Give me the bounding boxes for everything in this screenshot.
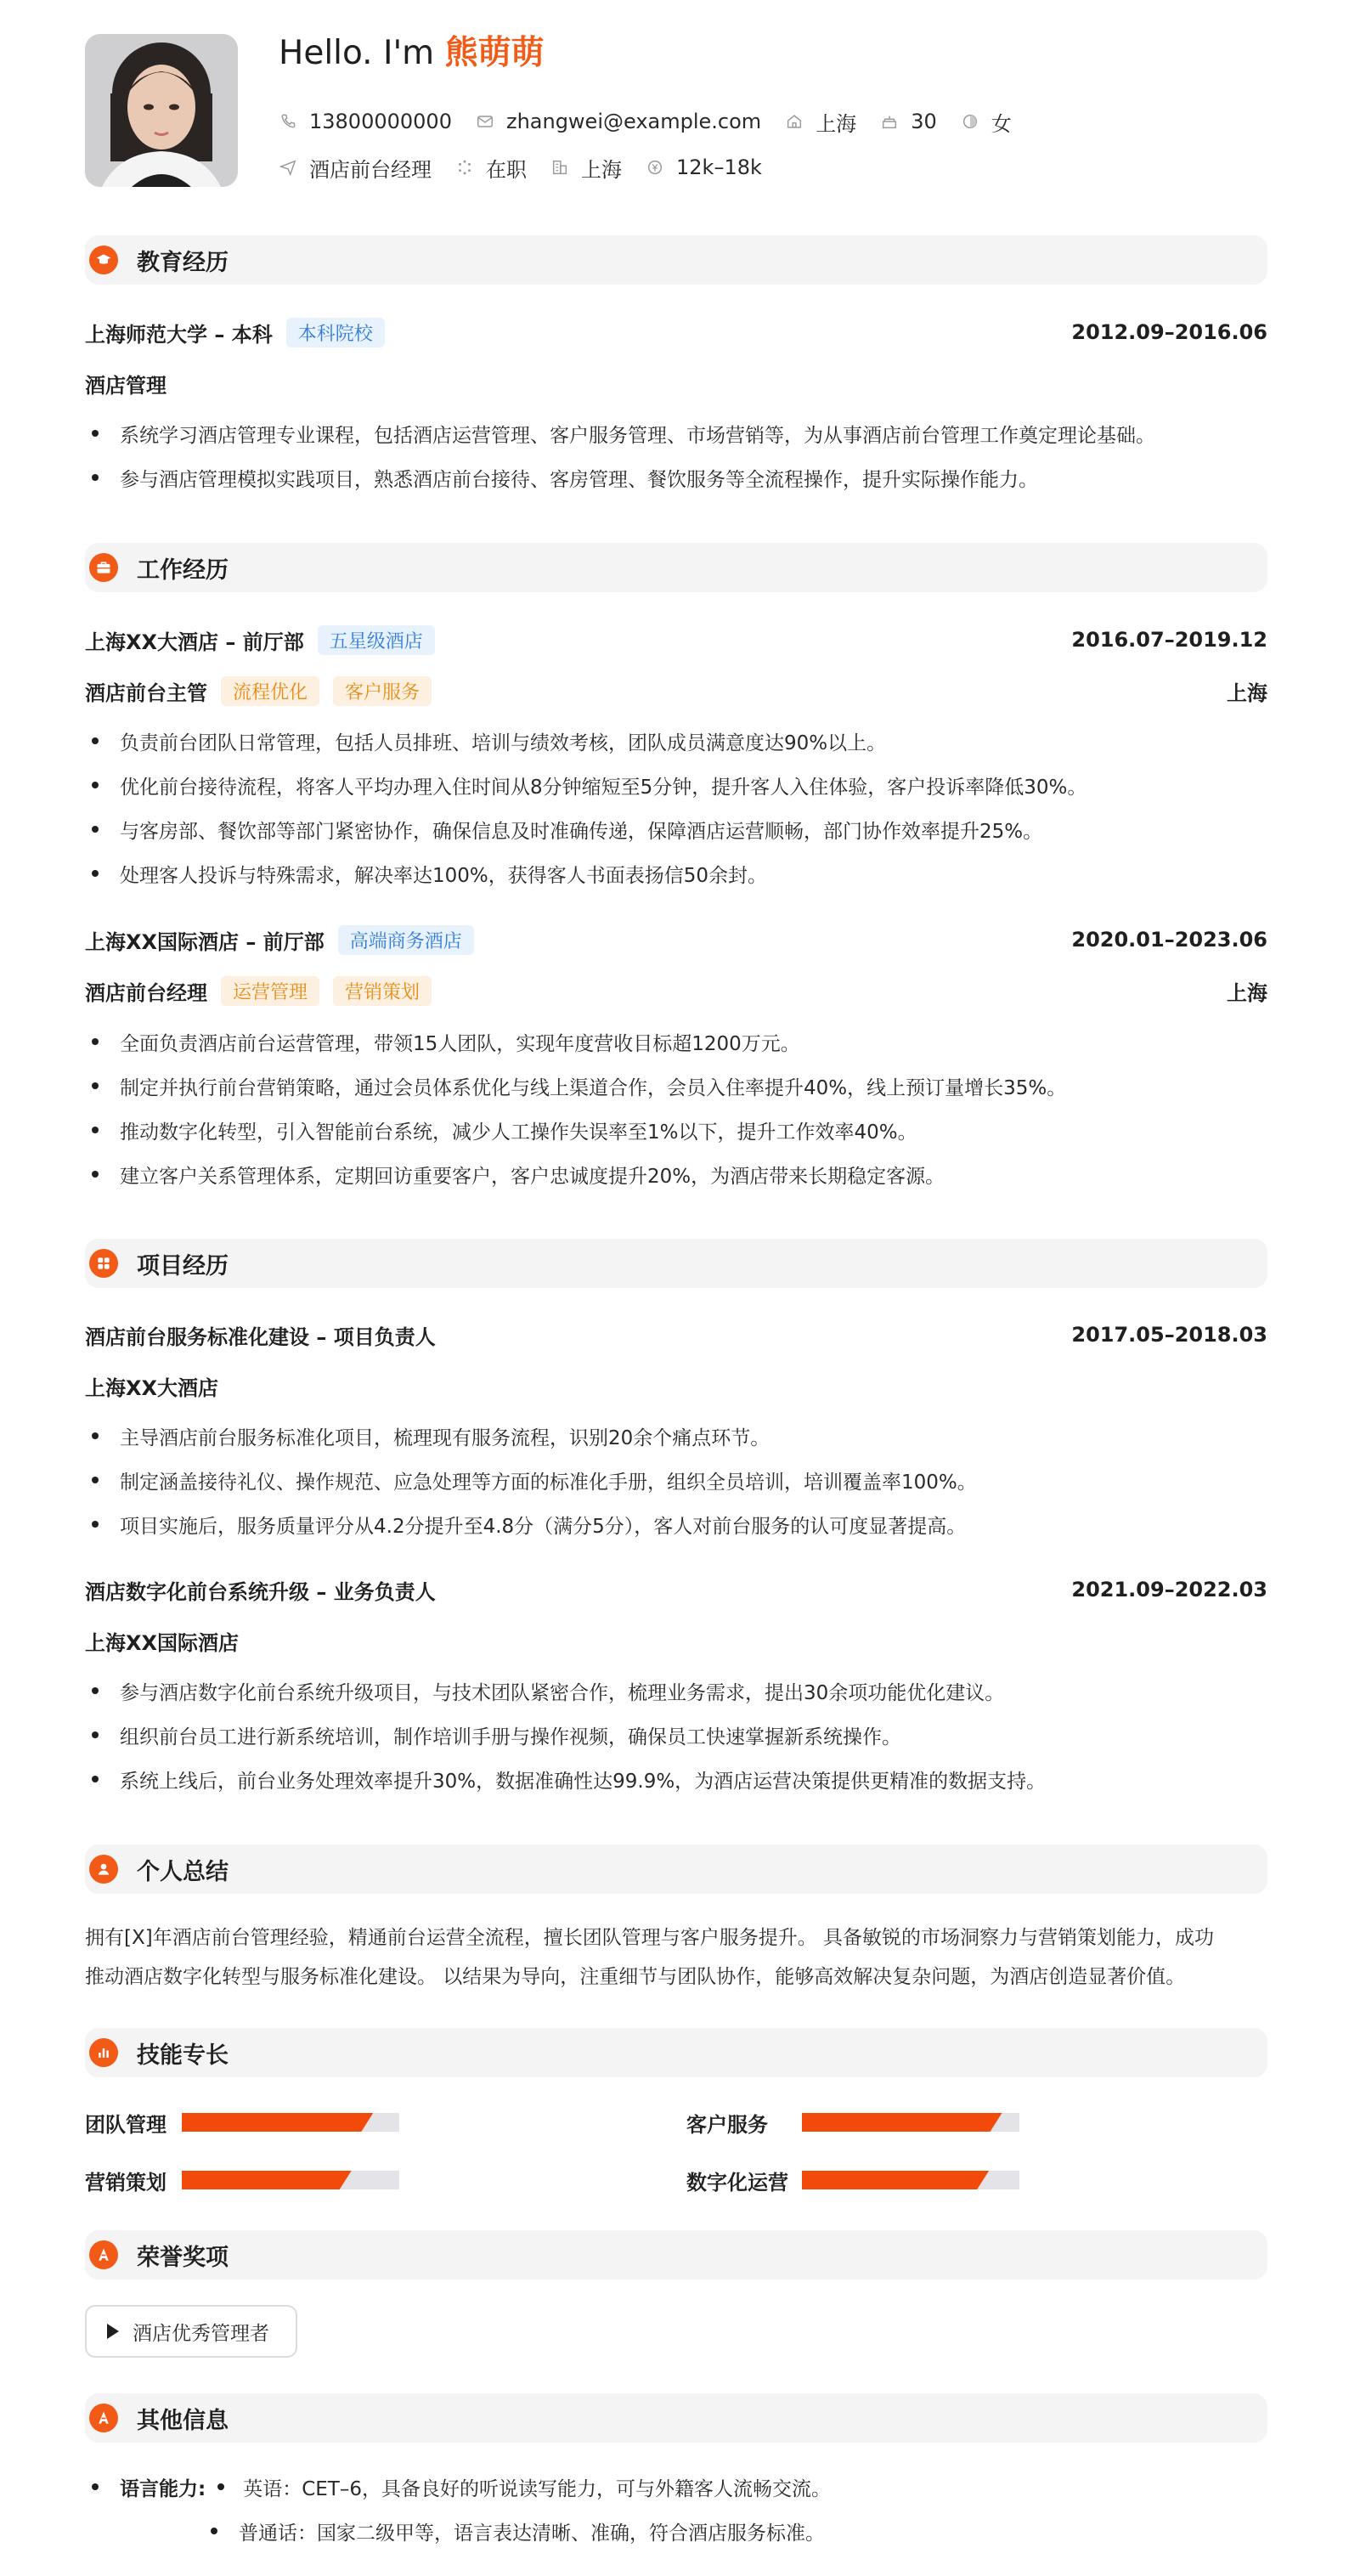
- award-text: 酒店优秀管理者: [133, 2322, 269, 2345]
- work-date: 2016.07–2019.12: [1071, 628, 1267, 652]
- skill-name: 客户服务: [686, 2112, 768, 2137]
- award-icon: [89, 2240, 118, 2269]
- skill-name: 数字化运营: [686, 2170, 788, 2195]
- cake-icon: [880, 112, 899, 131]
- list-item: 推动数字化转型，引入智能前台系统，减少人工操作失误率至1%以下，提升工作效率40%。: [85, 1115, 1267, 1145]
- section-header-skills: [85, 2028, 1267, 2077]
- role-tag: 流程优化: [221, 676, 319, 706]
- position-text: 酒店前台经理: [309, 157, 432, 182]
- age-text: 30: [911, 110, 937, 133]
- project-entry-header: [85, 1319, 1267, 1350]
- company-tag: 五星级酒店: [318, 625, 435, 655]
- company-name: 上海XX国际酒店 – 前厅部: [85, 929, 325, 954]
- project-entry-header: [85, 1574, 1267, 1605]
- email-text: zhangwei@example.com: [505, 110, 762, 133]
- summary-text: 拥有[X]年酒店前台管理经验，精通前台运营全流程，擅长团队管理与客户服务提升。 具备敏锐的市场洞察力与营销策划能力，成功 推动酒店数字化转型与服务标准化建设。 以结果为导向，注重细节与团队协作，能够高效解决复杂问题，为酒店创造显著价值。: [85, 1927, 1215, 1988]
- list-item: 制定并执行前台营销策略，通过会员体系优化与线上渠道合作，会员入住率提升40%，线上预订量增长35%。: [85, 1071, 1267, 1101]
- building-icon: [550, 158, 569, 177]
- project-title: 酒店前台服务标准化建设 – 项目负责人: [85, 1325, 436, 1349]
- list-item: 全面负责酒店前台运营管理，带领15人团队，实现年度营收目标超1200万元。: [85, 1026, 1267, 1057]
- skill-item: [85, 2108, 167, 2137]
- grid-icon: [89, 1249, 118, 1278]
- send-icon: [279, 158, 297, 177]
- role-title: 酒店前台经理: [85, 980, 207, 1005]
- project-org-line: [85, 1370, 1267, 1401]
- status-item: [455, 153, 527, 183]
- list-item: 参与酒店管理模拟实践项目，熟悉酒店前台接待、客房管理、餐饮服务等全流程操作，提升实际操作能力。: [85, 462, 1267, 493]
- status-text: 在职: [486, 157, 527, 182]
- skill-bar: [182, 2171, 399, 2189]
- work-city-item: [550, 153, 622, 183]
- loading-icon: [455, 158, 474, 177]
- section-title: 项目经历: [137, 1252, 229, 1280]
- phone-item: [279, 110, 452, 133]
- user-icon: [89, 1855, 118, 1884]
- play-icon: [107, 2324, 119, 2339]
- list-item: 负责前台团队日常管理，包括人员排班、培训与绩效考核，团队成员满意度达90%以上。: [85, 726, 1267, 756]
- project-date: 2017.05–2018.03: [1071, 1323, 1267, 1347]
- avatar: [85, 34, 238, 187]
- education-entry-header: [85, 317, 1267, 347]
- section-header-education: [85, 235, 1267, 285]
- role-tag: 运营管理: [221, 976, 319, 1006]
- section-title: 其他信息: [137, 2407, 229, 2434]
- list-item: 系统学习酒店管理专业课程，包括酒店运营管理、客户服务管理、市场营销等，为从事酒店前台管理工作奠定理论基础。: [85, 418, 1267, 449]
- job-intent-row: [279, 155, 786, 180]
- skill-bar: [802, 2171, 1019, 2189]
- role-title: 酒店前台主管: [85, 681, 207, 705]
- work-role-line: [85, 675, 1267, 706]
- work-role-line: [85, 975, 1267, 1006]
- list-item: [211, 2516, 1267, 2546]
- list-item: 主导酒店前台服务标准化项目，梳理现有服务流程，识别20余个痛点环节。: [85, 1421, 1267, 1451]
- project-date: 2021.09–2022.03: [1071, 1578, 1267, 1602]
- company-tag: 高端商务酒店: [338, 925, 474, 955]
- list-item: 处理客人投诉与特殊需求，解决率达100%，获得客人书面表扬信50余封。: [85, 858, 1267, 889]
- skill-fill: [802, 2113, 1002, 2132]
- section-title: 技能专长: [137, 2042, 229, 2069]
- education-date: 2012.09–2016.06: [1071, 320, 1267, 344]
- section-title: 教育经历: [137, 249, 229, 276]
- salary-item: [646, 155, 762, 179]
- skill-item: [686, 2108, 768, 2137]
- gender-item: [961, 107, 1012, 137]
- bar-chart-icon: [89, 2038, 118, 2067]
- section-title: 工作经历: [137, 556, 229, 584]
- work-entry-header: [85, 624, 1267, 655]
- language-label: 语言能力:: [120, 2477, 206, 2500]
- project-org: 上海XX大酒店: [85, 1376, 219, 1400]
- candidate-name: 熊萌萌: [444, 34, 545, 72]
- list-item: 与客房部、餐饮部等部门紧密协作，确保信息及时准确传递，保障酒店运营顺畅，部门协作效率提升25%。: [85, 814, 1267, 845]
- section-header-projects: [85, 1239, 1267, 1288]
- list-item: 优化前台接待流程，将客人平均办理入住时间从8分钟缩短至5分钟，提升客人入住体验，客户投诉率降低30%。: [85, 770, 1267, 800]
- skill-bar: [802, 2113, 1019, 2132]
- graduation-cap-icon: [89, 246, 118, 274]
- email-item: [476, 110, 761, 133]
- briefcase-icon: [89, 553, 118, 582]
- award-chip[interactable]: [85, 2305, 297, 2358]
- skill-name: 营销策划: [85, 2170, 167, 2195]
- section-header-awards: [85, 2230, 1267, 2279]
- role-tag: 营销策划: [333, 976, 432, 1006]
- home-icon: [785, 112, 804, 131]
- list-item: 系统上线后，前台业务处理效率提升30%，数据准确性达99.9%，为酒店运营决策提供更精准的数据支持。: [85, 1764, 1267, 1794]
- school-name: 上海师范大学 – 本科: [85, 322, 273, 347]
- project-org: 上海XX国际酒店: [85, 1630, 240, 1655]
- section-header-work: [85, 543, 1267, 592]
- list-item: 参与酒店数字化前台系统升级项目，与技术团队紧密合作，梳理业务需求，提出30余项功能优化建议。: [85, 1675, 1267, 1706]
- section-title: 荣誉奖项: [137, 2244, 229, 2271]
- mail-icon: [476, 112, 494, 131]
- gender-icon: [961, 112, 979, 131]
- age-item: [880, 110, 937, 133]
- skill-name: 团队管理: [85, 2112, 167, 2137]
- work-date: 2020.01–2023.06: [1071, 928, 1267, 952]
- section-title: 个人总结: [137, 1858, 229, 1885]
- phone-icon: [279, 112, 297, 131]
- education-major-line: [85, 368, 1267, 398]
- list-item: 建立客户关系管理体系，定期回访重要客户，客户忠诚度提升20%，为酒店带来长期稳定客源。: [85, 1159, 1267, 1189]
- phone-text: 13800000000: [309, 110, 452, 133]
- work-location: 上海: [1227, 681, 1267, 705]
- language-item: 英语：CET–6，具备良好的听说读写能力，可与外籍客人流畅交流。: [243, 2477, 831, 2500]
- position-item: [279, 153, 432, 183]
- project-org-line: [85, 1625, 1267, 1656]
- salary-text: 12k–18k: [676, 155, 762, 179]
- money-icon: [646, 158, 664, 177]
- skill-fill: [182, 2171, 352, 2189]
- skill-fill: [802, 2171, 989, 2189]
- skill-fill: [182, 2113, 373, 2132]
- list-item: 制定涵盖接待礼仪、操作规范、应急处理等方面的标准化手册，组织全员培训，培训覆盖率100%。: [85, 1465, 1267, 1495]
- gender-text: 女: [991, 111, 1012, 136]
- school-tag: 本科院校: [286, 318, 385, 347]
- other-language-item: [85, 2471, 1267, 2502]
- greeting-text: Hello. I'm: [279, 34, 435, 72]
- work-entry-header: [85, 924, 1267, 955]
- work-location: 上海: [1227, 980, 1267, 1005]
- list-item: 组织前台员工进行新系统培训，制作培训手册与操作视频，确保员工快速掌握新系统操作。: [85, 1720, 1267, 1750]
- project-title: 酒店数字化前台系统升级 – 业务负责人: [85, 1579, 436, 1604]
- city-text: 上海: [816, 111, 857, 136]
- page-title: [279, 27, 545, 80]
- education-major: 酒店管理: [85, 373, 167, 398]
- section-header-summary: [85, 1844, 1267, 1894]
- section-header-other: [85, 2393, 1267, 2443]
- company-name: 上海XX大酒店 – 前厅部: [85, 630, 304, 654]
- contact-row: [279, 109, 1036, 134]
- language-item: 普通话：国家二级甲等，语言表达清晰、准确，符合酒店服务标准。: [239, 2522, 825, 2545]
- city-item: [785, 107, 856, 137]
- list-item: 项目实施后，服务质量评分从4.2分提升至4.8分（满分5分），客人对前台服务的认可度显著提高。: [85, 1509, 1267, 1539]
- skill-bar: [182, 2113, 399, 2132]
- info-icon: [89, 2404, 118, 2432]
- skill-item: [686, 2166, 788, 2195]
- skill-item: [85, 2166, 167, 2195]
- avatar-portrait-icon: [85, 34, 238, 187]
- role-tag: 客户服务: [333, 676, 432, 706]
- work-city-text: 上海: [581, 157, 622, 182]
